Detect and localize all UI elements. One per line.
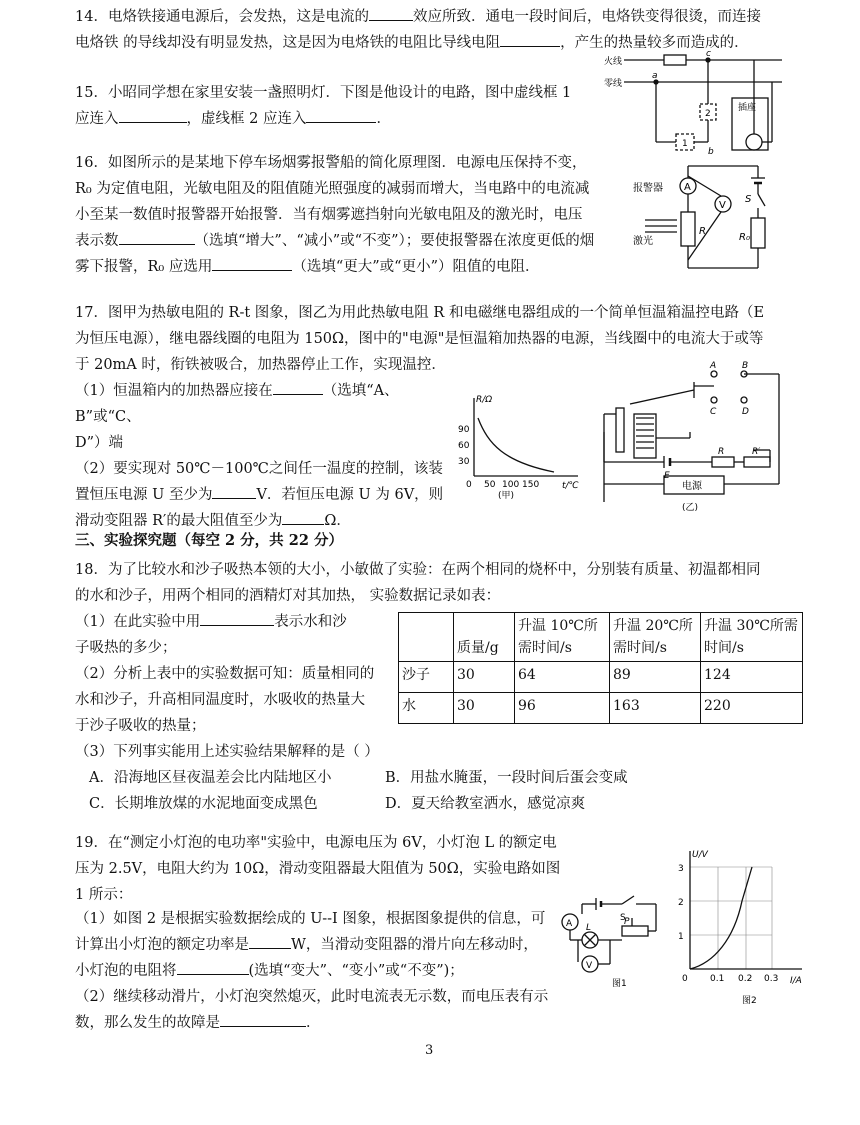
table-cell: 水 (399, 693, 454, 724)
q19-line1: 19．在“测定小灯泡的电功率"实验中，电源电压为 6V，小灯泡 L 的额定电 (75, 835, 557, 851)
q16-line1: 16．如图所示的是某地下停车场烟雾报警船的简化原理图．电源电压保持不变， (75, 155, 587, 171)
q19-line2: 压为 2.5V，电阻大约为 10Ω，滑动变阻器最大阻值为 50Ω，实验电路如图 (75, 861, 561, 877)
contact-C-label: C (710, 407, 717, 417)
q18-s2-line2: 水和沙子，升高相同温度时，水吸收的热量大 (75, 692, 365, 708)
contact-D-label: D (742, 407, 749, 417)
page-number: 3 (425, 1043, 434, 1058)
q18-options-row2 (75, 791, 755, 817)
q18-data-table (398, 612, 803, 724)
answer-blank[interactable] (200, 609, 274, 626)
q18-line2: 的水和沙子，用两个相同的酒精灯对其加热， 实验数据记录如表： (75, 588, 501, 604)
table-cell: 64 (515, 662, 610, 693)
power-supply-label: 电源 (682, 481, 702, 492)
table-row (399, 662, 803, 693)
table-header-cell: 质量/g (454, 613, 515, 662)
q17-s2-line3: 滑动变阻器 R′的最大阻值至少为 Ω． (75, 508, 455, 534)
voltmeter-label: V (586, 961, 593, 971)
box1-label: 1 (682, 139, 688, 149)
section-title: 三、实验探究题（每空 2 分，共 22 分） (75, 532, 343, 549)
resistor-R0-label: R₀ (739, 232, 750, 243)
socket-label: 插座 (738, 103, 757, 113)
neutral-wire-label: 零线 (604, 79, 623, 89)
point-c-label: c (706, 49, 711, 59)
q19-subquestions (75, 906, 565, 1036)
source-E-label: E (664, 471, 670, 481)
point-b-label: b (708, 147, 714, 157)
option-B[interactable]: B．用盐水腌蛋，一段时间后蛋会变咸 (385, 770, 628, 786)
answer-blank[interactable] (119, 228, 195, 245)
fig2-caption: 图2 (742, 996, 757, 1006)
q18-s2-line1: （2）分析上表中的实验数据可知：质量相同的 (75, 666, 375, 682)
q16-line3: 小至某一数值时报警器开始报警．当有烟雾遮挡射向光敏电阻及的激光时，电压 (75, 207, 583, 223)
rt-xtick: 150 (522, 480, 540, 490)
switch-label: S (620, 913, 626, 923)
q17-subquestions (75, 378, 455, 534)
contact-A-label: A (710, 361, 717, 371)
q19-line3: 1 所示： (75, 887, 133, 903)
fig2-ytick: 3 (678, 864, 684, 874)
table-cell: 89 (610, 662, 701, 693)
q14-line1: 14．电烙铁接通电源后，会发热，这是电流的 效应所致．通电一段时间后，电烙铁变得很烫，而连接 (75, 4, 795, 30)
q17-line1: 17．图甲为热敏电阻的 R-t 图象，图乙为用此热敏电阻 R 和电磁继电器组成的一个简单恒温箱温控电路（E (75, 305, 765, 321)
q18-options-row1 (75, 765, 755, 791)
table-cell: 30 (454, 662, 515, 693)
rt-ytick: 30 (458, 457, 470, 467)
answer-blank[interactable] (273, 378, 323, 395)
live-wire-label: 火线 (604, 57, 623, 67)
answer-blank[interactable] (500, 30, 560, 47)
table-cell: 30 (454, 693, 515, 724)
table-row (399, 693, 803, 724)
option-D[interactable]: D．夏天给教室洒水，感觉凉爽 (385, 796, 586, 812)
ammeter-label: A (684, 182, 691, 193)
q18-subquestions (75, 609, 395, 739)
q17-rt-graph (458, 392, 583, 500)
q18 (75, 557, 800, 609)
table-header-cell: 升温 20℃所需时间/s (610, 613, 701, 662)
point-a-label: a (652, 71, 658, 81)
laser-label: 激光 (633, 236, 653, 247)
q17-relay-circuit (594, 352, 794, 514)
q16-line4: 表示数 （选填“增大”、“减小”或“不变”）；要使报警器在浓度更低的烟 (75, 228, 630, 254)
q19-s1-line2: 计算出小灯泡的额定功率是 W，当滑动变阻器的滑片向左移动时， (75, 932, 565, 958)
q15 (75, 80, 595, 132)
fig2-xtick: 0.2 (738, 974, 753, 984)
q15-circuit-figure (604, 48, 784, 158)
contact-B-label: B (742, 361, 749, 371)
fig2-xtick: 0 (682, 974, 688, 984)
table-cell: 124 (701, 662, 803, 693)
answer-blank[interactable] (212, 482, 256, 499)
rt-xtick: 50 (484, 480, 496, 490)
fig1-caption: 图1 (612, 979, 627, 988)
q19-s1-line3: 小灯泡的电阻将 (选填“变大”、“变小”或“不变”)； (75, 958, 565, 984)
alarm-label: 报警器 (633, 183, 663, 194)
option-C[interactable]: C．长期堆放煤的水泥地面变成黑色 (89, 796, 318, 812)
voltmeter-label: V (719, 200, 726, 211)
q19-fig2-ui-graph (672, 845, 820, 1010)
table-header-cell: 升温 30℃所需时间/s (701, 613, 803, 662)
rt-xtick: 100 (502, 480, 520, 490)
fig2-ytick: 1 (678, 932, 684, 942)
q17-s1-line2: D”）端 (75, 435, 124, 451)
table-header-cell (399, 613, 454, 662)
switch-label: S (745, 194, 752, 205)
q15-line1: 15．小昭同学想在家里安装一盏照明灯．下图是他设计的电路，图中虚线框 1 (75, 85, 572, 101)
answer-blank[interactable] (282, 508, 324, 525)
table-header-cell: 升温 10℃所需时间/s (515, 613, 610, 662)
fig2-xlabel: I/A (790, 976, 802, 986)
rt-ylabel: R/Ω (476, 395, 493, 405)
fig2-ytick: 2 (678, 898, 684, 908)
option-A[interactable]: A．沿海地区昼夜温差会比内陆地区小 (89, 770, 332, 786)
table-cell: 沙子 (399, 662, 454, 693)
table-cell: 163 (610, 693, 701, 724)
q16 (75, 150, 630, 280)
q18-s1-line2: 子吸热的多少； (75, 640, 177, 656)
rt-xlabel: t/℃ (562, 481, 579, 491)
answer-blank[interactable] (249, 932, 291, 949)
q18-choices (75, 739, 755, 817)
q14-line2: 电烙铁 的导线却没有明显发热，这是因为电烙铁的电阻比导线电阻 ，产生的热量较多而造成的． (75, 30, 795, 56)
ammeter-label: A (566, 919, 573, 929)
circuit-caption: (乙) (682, 503, 699, 513)
answer-blank[interactable] (306, 106, 376, 123)
q18-s1-line1: （1）在此实验中用 表示水和沙 (75, 609, 395, 635)
answer-blank[interactable] (212, 254, 292, 271)
table-cell: 96 (515, 693, 610, 724)
q19-fig1-circuit (560, 892, 668, 988)
q19-s2-line1: （2）继续移动滑片，小灯泡突然熄灭，此时电流表无示数，而电压表有示 (75, 989, 549, 1005)
resistor-R-label: R (699, 226, 706, 237)
rt-ytick: 60 (458, 441, 470, 451)
rt-ytick: 90 (458, 425, 470, 435)
table-cell: 220 (701, 693, 803, 724)
q17-s2-line1: （2）要实现对 50℃－100℃之间任一温度的控制，该装 (75, 461, 443, 477)
q19-s2-line2: 数，那么发生的故障是 ． (75, 1010, 565, 1036)
fig2-xtick: 0.3 (764, 974, 779, 984)
q17-line3: 于 20mA 时，衔铁被吸合，加热器停止工作，实现温控． (75, 357, 446, 373)
q18-s2-line3: 于沙子吸收的热量； (75, 718, 206, 734)
q19-s1-line1: （1）如图 2 是根据实验数据绘成的 U--I 图象，根据图象提供的信息，可 (75, 911, 546, 927)
table-header-row (399, 613, 803, 662)
resistor-R-label: R (718, 447, 725, 457)
answer-blank[interactable] (119, 106, 187, 123)
answer-blank[interactable] (177, 958, 249, 975)
q16-smoke-alarm-circuit (633, 160, 783, 275)
q15-line2: 应连入 ，虚线框 2 应连入 ． (75, 106, 595, 132)
q18-line1: 18．为了比较水和沙子吸热本领的大小，小敏做了实验：在两个相同的烧杯中，分别装有质量、初温都相同 (75, 562, 761, 578)
q17-s2-line2: 置恒压电源 U 至少为 V．若恒压电源 U 为 6V，则 (75, 482, 455, 508)
fig2-xtick: 0.1 (710, 974, 725, 984)
q17-line2: 为恒压电源），继电器线圈的电阻为 150Ω，图中的"电源"是恒温箱加热器的电源，当线圈中的电流大于或等 (75, 331, 764, 347)
q16-line2: R₀ 为定值电阻，光敏电阻及的阻值随光照强度的减弱而增大，当电路中的电流减 (75, 181, 590, 197)
fig2-ylabel: U/V (692, 850, 708, 860)
rheostat-label: R′ (752, 447, 761, 457)
box2-label: 2 (705, 109, 711, 119)
rt-xtick: 0 (466, 480, 472, 490)
q19 (75, 830, 595, 908)
slider-label: P (624, 917, 630, 927)
rt-caption: (甲) (498, 491, 515, 500)
lamp-label: L (586, 923, 592, 933)
q16-line5: 雾下报警，R₀ 应选用 （选填“更大”或“更小”）阻值的电阻． (75, 254, 630, 280)
answer-blank[interactable] (369, 4, 413, 21)
answer-blank[interactable] (220, 1010, 306, 1027)
q18-s3: （3）下列事实能用上述实验结果解释的是（ ） (75, 744, 379, 760)
q17-s1-line1: （1）恒温箱内的加热器应接在 （选填“A、B”或“C、 (75, 378, 455, 430)
